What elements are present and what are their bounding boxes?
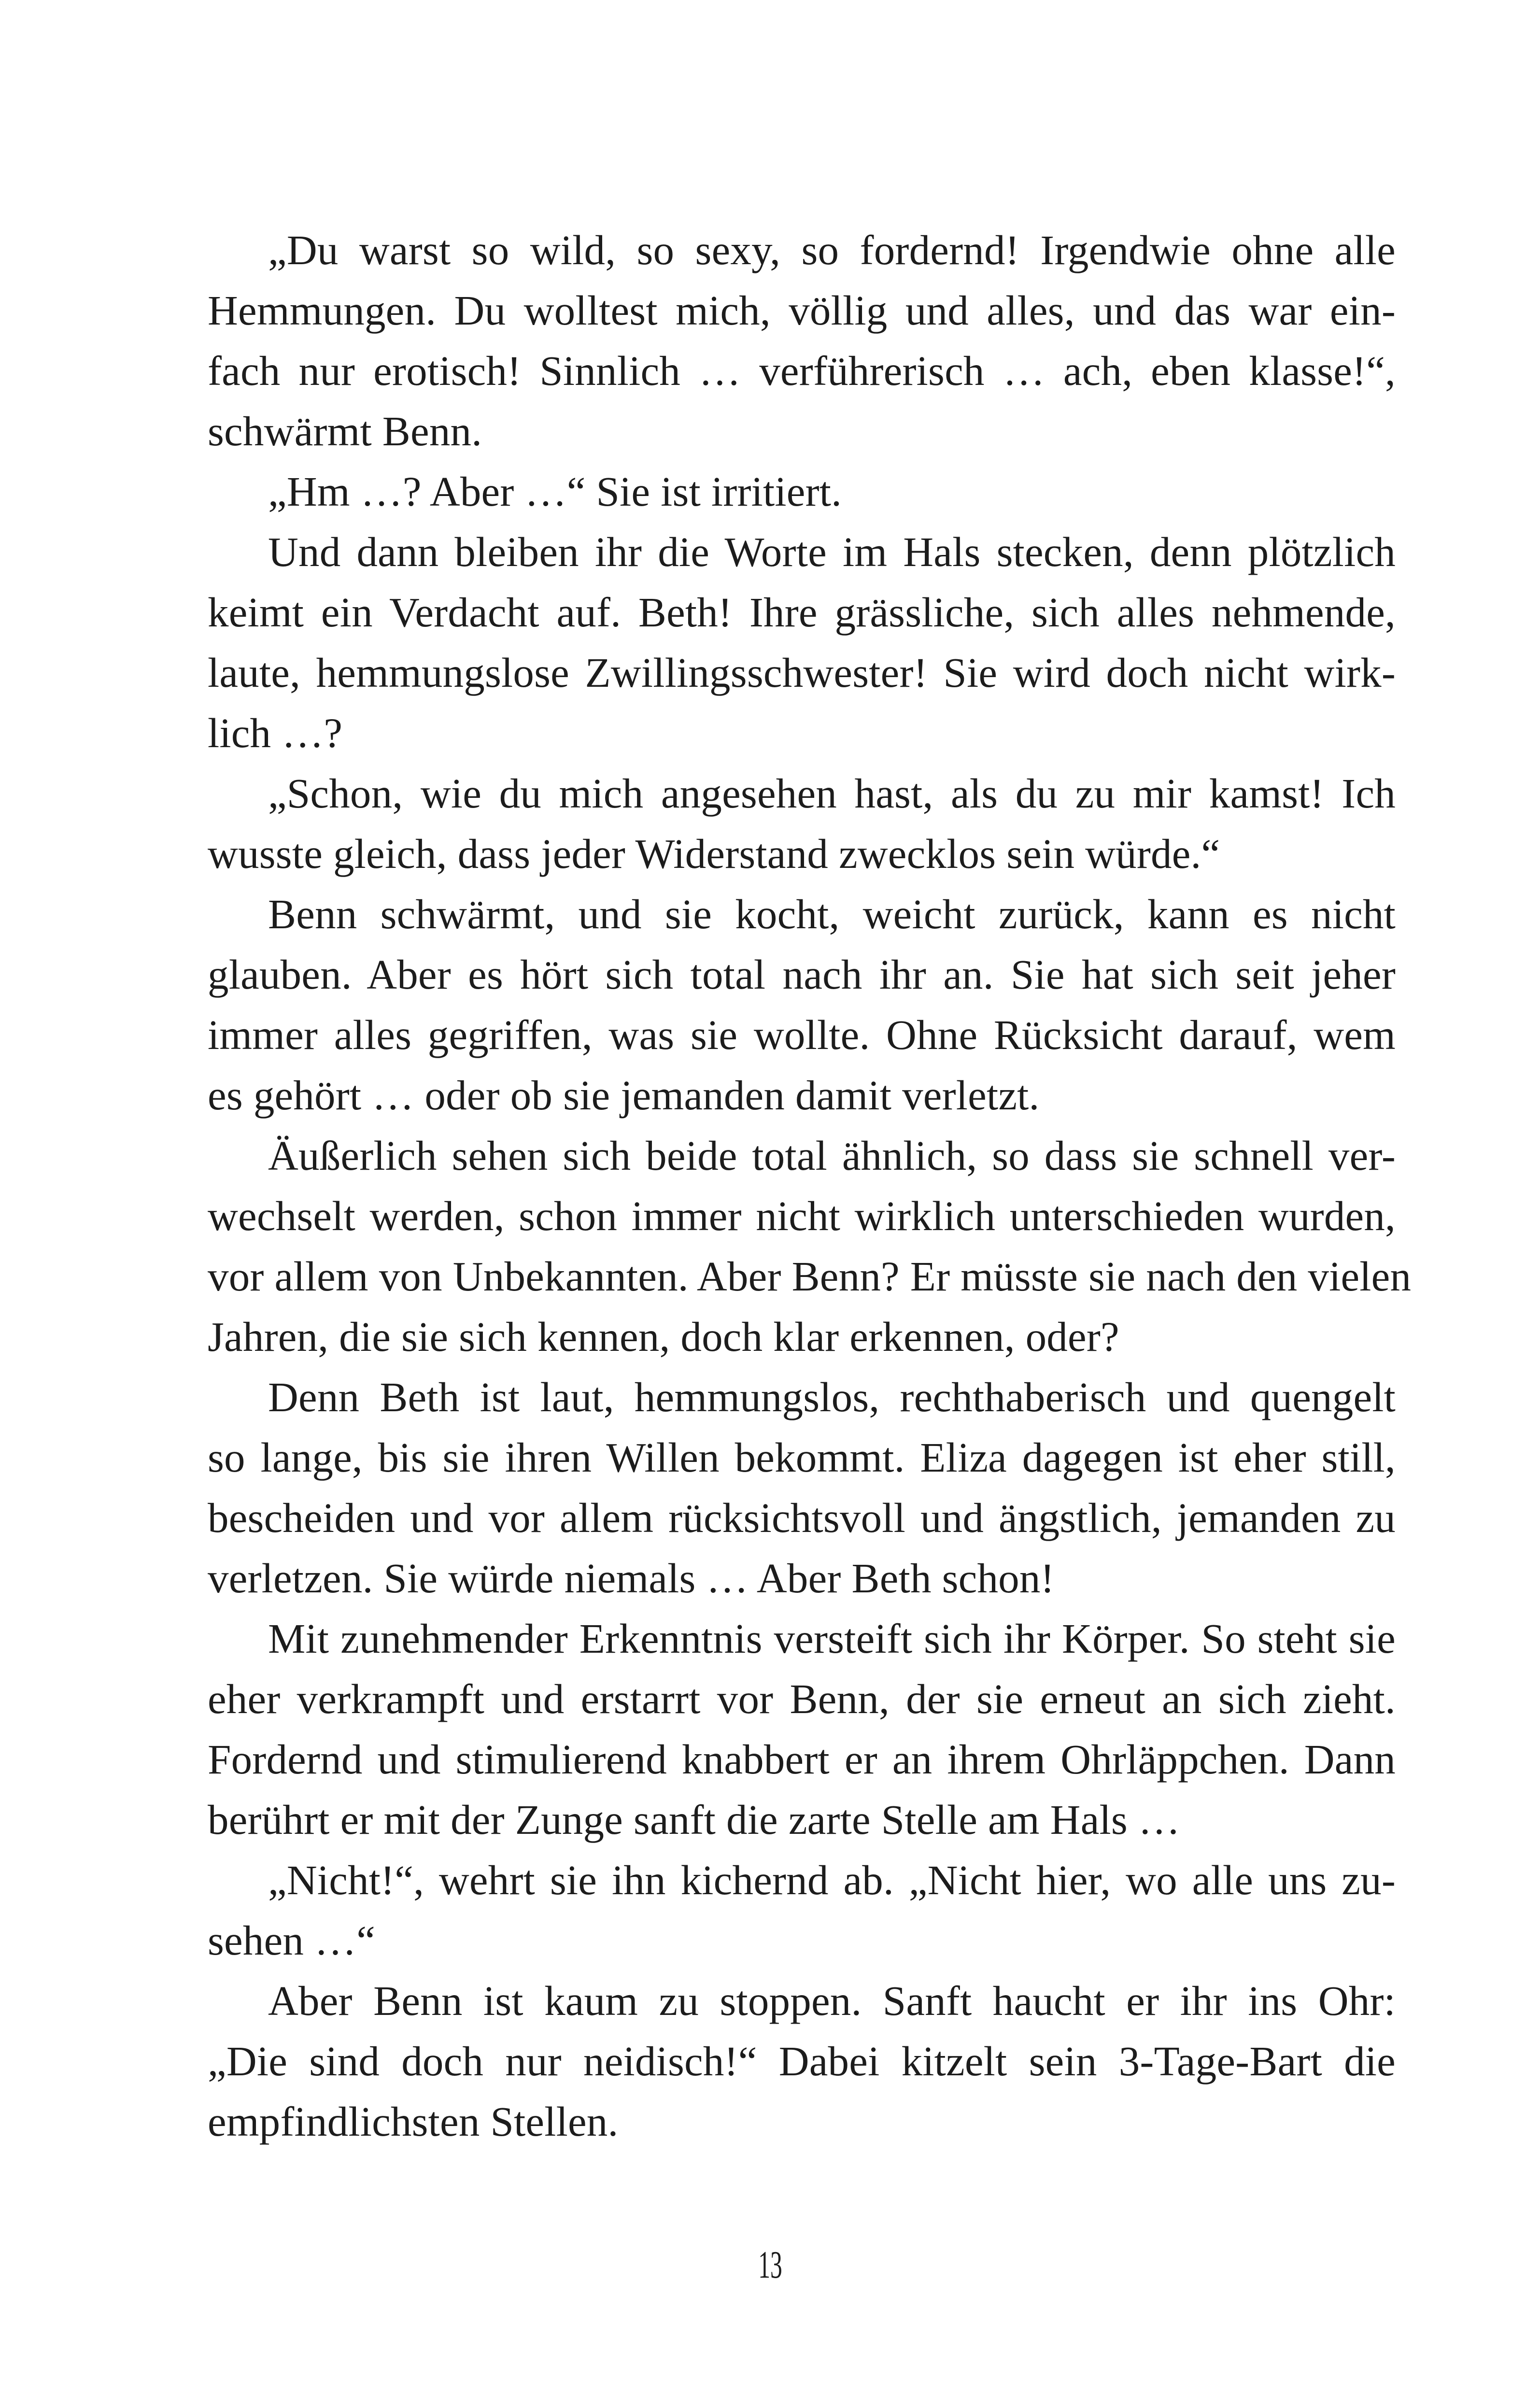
text-line: glauben. Aber es hört sich total nach ihr an. Sie hat sich seit jeher [208,951,1396,998]
text-line: „Hm …? Aber …“ Sie ist irritiert. [268,468,842,515]
page-number: 13 [758,2244,782,2286]
text-line: wechselt werden, schon immer nicht wirklich unterschieden wurden, [208,1192,1396,1239]
text-line: „Nicht!“, wehrt sie ihn kichernd ab. „Nicht hier, wo alle uns zu- [268,1857,1396,1903]
text-line: sehen …“ [208,1917,376,1964]
body-text [208,220,1412,2152]
text-line: Fordernd und stimulierend knabbert er an ihrem Ohrläppchen. Dann [208,1736,1396,1783]
text-line: lich …? [208,709,343,756]
text-line: Jahren, die sie sich kennen, doch klar erkennen, oder? [208,1313,1119,1360]
text-line: vor allem von Unbekannten. Aber Benn? Er müsste sie nach den vielen [208,1253,1412,1300]
text-line: Mit zunehmender Erkenntnis versteift sich ihr Körper. So steht sie [268,1615,1396,1662]
text-line: Äußerlich sehen sich beide total ähnlich, so dass sie schnell ver- [268,1132,1396,1179]
text-line: schwärmt Benn. [208,408,482,454]
text-line: so lange, bis sie ihren Willen bekommt. Eliza dagegen ist eher still, [208,1434,1396,1481]
text-line: verletzen. Sie würde niemals … Aber Beth schon! [208,1555,1055,1602]
text-line: „Die sind doch nur neidisch!“ Dabei kitzelt sein 3-Tage-Bart die [208,2038,1396,2084]
text-line: Benn schwärmt, und sie kocht, weicht zurück, kann es nicht [268,891,1396,937]
text-line: wusste gleich, dass jeder Widerstand zwecklos sein würde.“ [208,830,1220,877]
text-line: Aber Benn ist kaum zu stoppen. Sanft haucht er ihr ins Ohr: [268,1977,1396,2024]
text-line: „Schon, wie du mich angesehen hast, als du zu mir kamst! Ich [268,770,1396,817]
text-line: laute, hemmungslose Zwillingsschwester! Sie wird doch nicht wirk- [208,649,1396,696]
text-line: Und dann bleiben ihr die Worte im Hals stecken, denn plötzlich [268,528,1396,575]
text-line: eher verkrampft und erstarrt vor Benn, der sie erneut an sich zieht. [208,1675,1396,1722]
text-line: empfindlichsten Stellen. [208,2098,619,2145]
text-line: keimt ein Verdacht auf. Beth! Ihre grässliche, sich alles nehmende, [208,589,1396,636]
text-line: Hemmungen. Du wolltest mich, völlig und alles, und das war ein- [208,287,1396,334]
text-line: „Du warst so wild, so sexy, so fordernd! Irgendwie ohne alle [268,227,1396,273]
text-line: immer alles gegriffen, was sie wollte. Ohne Rücksicht darauf, wem [208,1011,1396,1058]
text-line: berührt er mit der Zunge sanft die zarte Stelle am Hals … [208,1796,1181,1843]
text-line: es gehört … oder ob sie jemanden damit verletzt. [208,1072,1040,1119]
text-line: Denn Beth ist laut, hemmungslos, rechthaberisch und quengelt [268,1374,1396,1420]
text-line: fach nur erotisch! Sinnlich … verführerisch … ach, eben klasse!“, [208,347,1396,394]
text-line: bescheiden und vor allem rücksichtsvoll und ängstlich, jemanden zu [208,1494,1396,1541]
